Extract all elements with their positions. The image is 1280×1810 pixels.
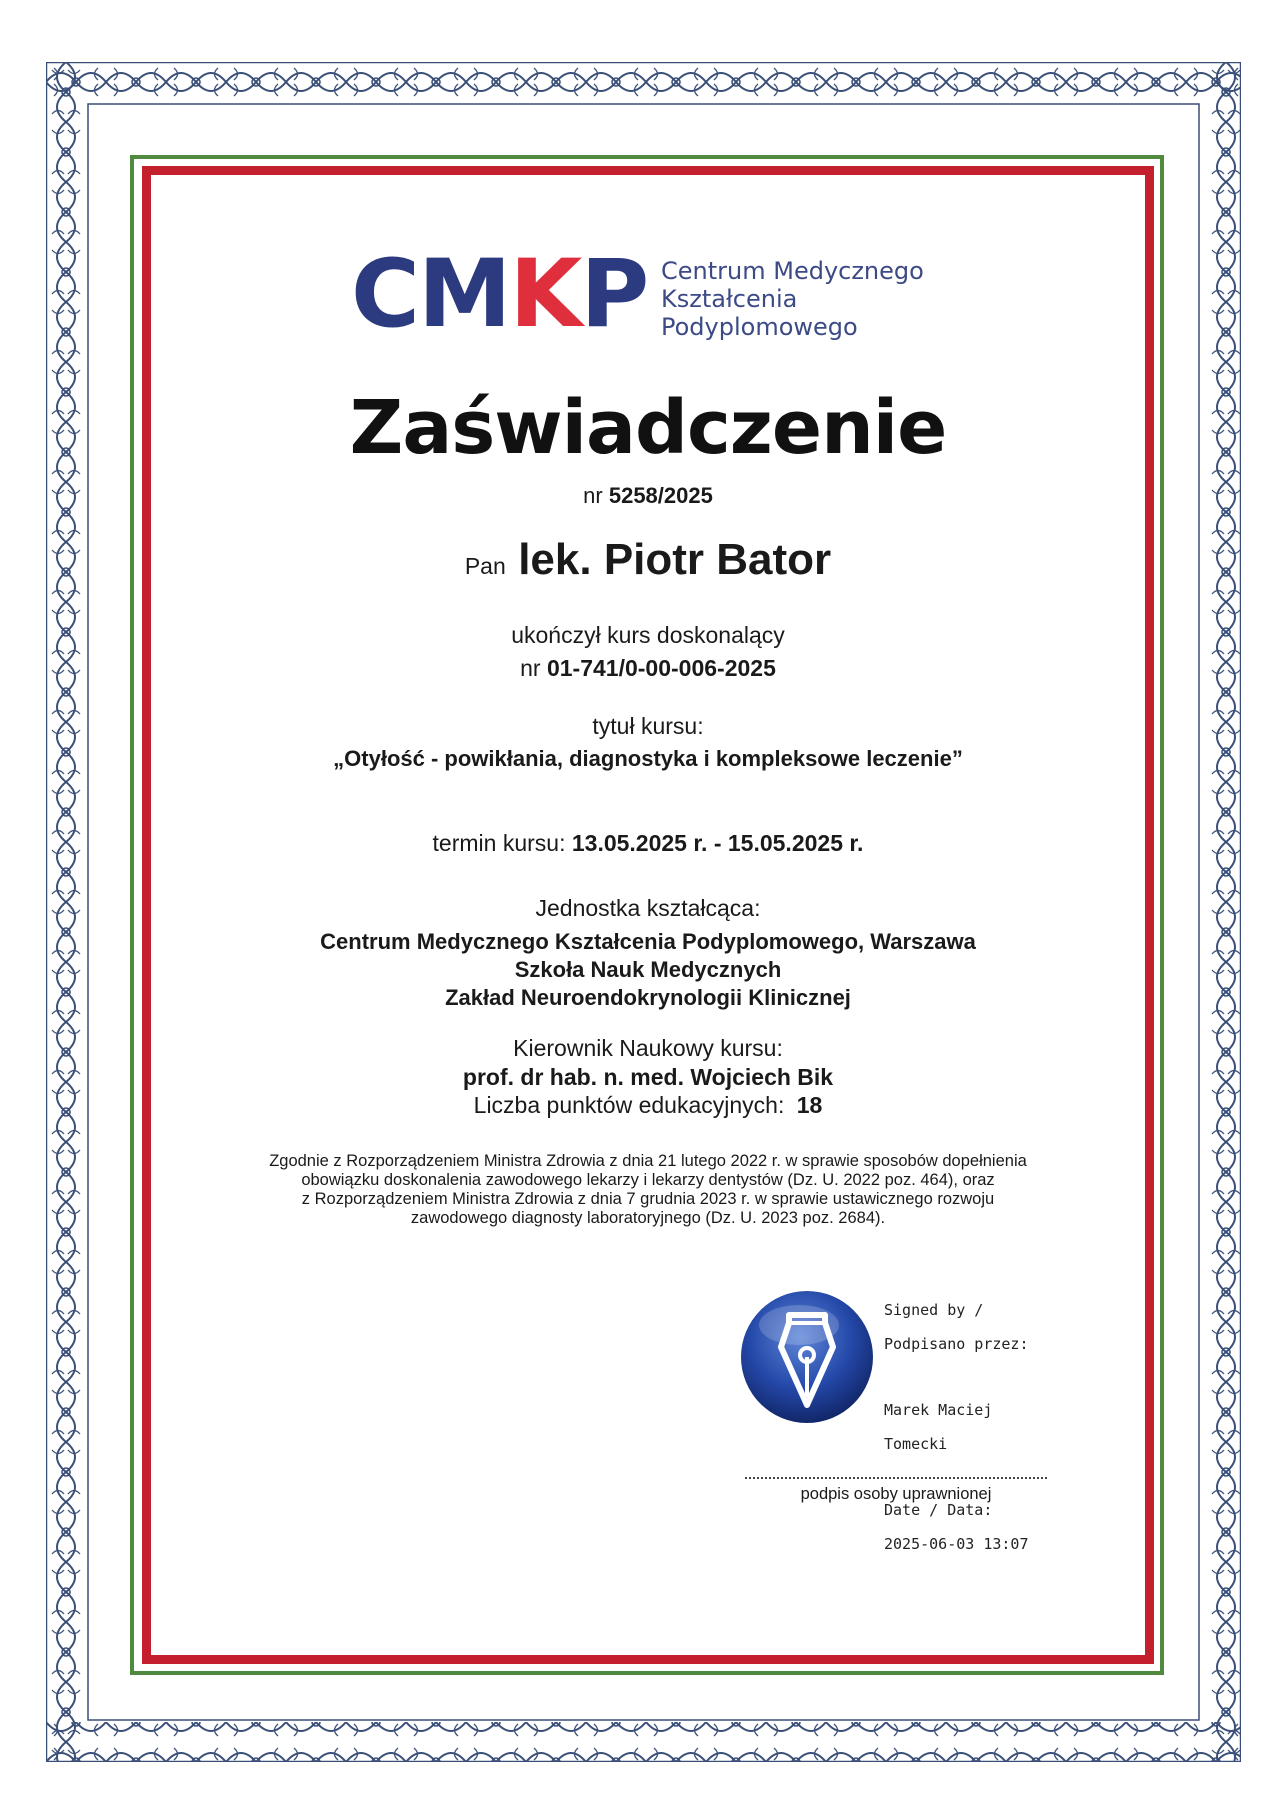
logo-mark-k: K (509, 240, 581, 349)
points (151, 1092, 1145, 1119)
certificate-number-value: 5258/2025 (608, 483, 713, 508)
signature-info (884, 1285, 1029, 1570)
logo-mark-suffix: P (580, 240, 648, 349)
cmkp-logo (351, 235, 941, 355)
logo-line-3: Podyplomowego (661, 313, 858, 341)
points-label: Liczba punktów edukacyjnych: (473, 1092, 785, 1118)
unit-line: Szkoła Nauk Medycznych (514, 957, 782, 982)
signer-name: Marek Maciej (884, 1401, 993, 1419)
fountain-pen-nib-icon (737, 1287, 877, 1427)
course-term-value: 13.05.2025 r. - 15.05.2025 r. (571, 830, 864, 856)
logo-mark (351, 235, 647, 355)
unit-line: Centrum Medycznego Kształcenia Podyplomowego, Warszawa (320, 929, 976, 954)
signature-date-value: 2025-06-03 13:07 (884, 1535, 1029, 1553)
course-title: „Otyłość - powikłania, diagnostyka i kompleksowe leczenie” (333, 746, 963, 771)
certificate-number (151, 483, 1145, 509)
certificate-content (151, 175, 1145, 1655)
course-number-value: 01-741/0-00-006-2025 (546, 655, 776, 681)
legal-line: obowiązku doskonalenia zawodowego lekarzy i lekarzy dentystów (Dz. U. 2022 poz. 464), oraz (301, 1171, 995, 1189)
logo-line-2: Kształcenia (661, 285, 798, 313)
signature-caption: podpis osoby uprawnionej (800, 1485, 992, 1503)
signature-line (745, 1477, 1047, 1479)
certificate-title: Zaświadczenie (349, 385, 947, 471)
course-title-label: tytuł kursu: (592, 713, 704, 739)
recipient-prefix: Pan (464, 553, 506, 579)
course-term-label: termin kursu: (432, 830, 566, 856)
course-number-label: nr (520, 655, 541, 681)
legal-line: zawodowego diagnosty laboratoryjnego (Dz. U. 2023 poz. 2684). (410, 1209, 886, 1227)
logo-mark-prefix: CM (351, 240, 510, 349)
supervisor-label: Kierownik Naukowy kursu: (513, 1035, 783, 1061)
logo-line-1: Centrum Medycznego (661, 257, 924, 285)
signed-by-label-pl: Podpisano przez: (884, 1335, 1029, 1353)
unit-lines (151, 928, 1145, 1012)
certificate-number-label: nr (583, 483, 603, 508)
recipient (151, 535, 1145, 585)
unit-label: Jednostka kształcąca: (535, 895, 761, 921)
legal-line: Zgodnie z Rozporządzeniem Ministra Zdrowia z dnia 21 lutego 2022 r. w sprawie sposobów dopełnienia (269, 1152, 1027, 1170)
legal-note (151, 1152, 1145, 1228)
completed-text: ukończył kurs doskonalący (511, 622, 785, 648)
signer-surname: Tomecki (884, 1435, 948, 1453)
logo-text (661, 257, 924, 341)
signature-date-label: Date / Data: (884, 1501, 993, 1519)
legal-line: z Rozporządzeniem Ministra Zdrowia z dnia 7 grudnia 2023 r. w sprawie ustawicznego rozwoju (301, 1190, 995, 1208)
course-term (151, 830, 1145, 857)
signed-by-label: Signed by / (884, 1301, 984, 1319)
supervisor-name: prof. dr hab. n. med. Wojciech Bik (462, 1064, 834, 1090)
recipient-name: lek. Piotr Bator (518, 535, 832, 584)
unit-line: Zakład Neuroendokrynologii Klinicznej (445, 985, 851, 1010)
course-number (151, 655, 1145, 682)
points-value: 18 (796, 1092, 823, 1118)
